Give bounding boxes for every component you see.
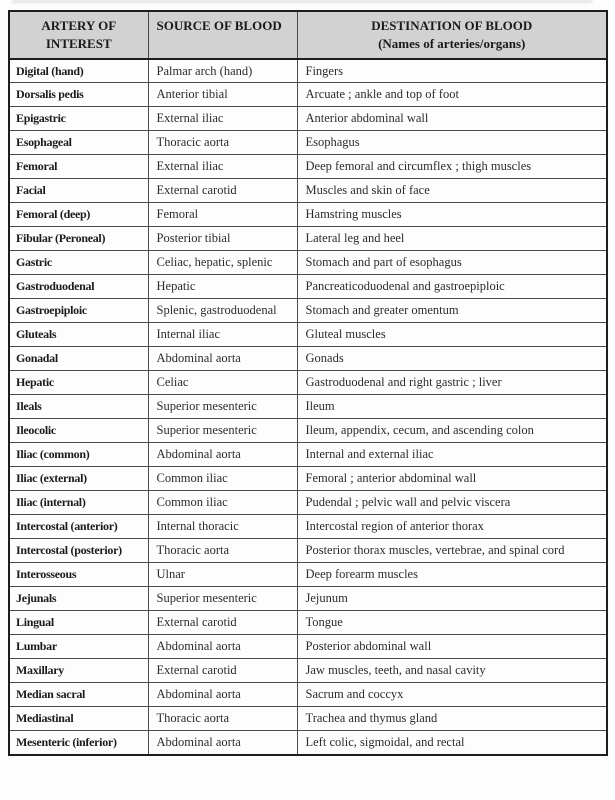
artery-cell: Fibular (Peroneal) [9, 227, 148, 251]
header-artery-of-interest [9, 11, 148, 59]
source-cell: Superior mesenteric [148, 419, 297, 443]
source-cell: Superior mesenteric [148, 395, 297, 419]
source-cell: Common iliac [148, 491, 297, 515]
table-body [9, 59, 607, 755]
artery-cell: Gluteals [9, 323, 148, 347]
table-row [9, 347, 607, 371]
artery-cell: Mesenteric (inferior) [9, 731, 148, 755]
table-row [9, 227, 607, 251]
table-row [9, 131, 607, 155]
header-row [9, 11, 607, 59]
source-cell: External carotid [148, 179, 297, 203]
artery-cell: Maxillary [9, 659, 148, 683]
table-row [9, 587, 607, 611]
destination-cell: Anterior abdominal wall [297, 107, 607, 131]
artery-cell: Iliac (internal) [9, 491, 148, 515]
arteries-table [8, 10, 608, 756]
destination-cell: Fingers [297, 59, 607, 83]
destination-cell: Deep forearm muscles [297, 563, 607, 587]
header-source-of-blood [148, 11, 297, 59]
destination-cell: Ileum, appendix, cecum, and ascending colon [297, 419, 607, 443]
destination-cell: Sacrum and coccyx [297, 683, 607, 707]
artery-cell: Gastroduodenal [9, 275, 148, 299]
source-cell: Abdominal aorta [148, 443, 297, 467]
destination-cell: Esophagus [297, 131, 607, 155]
table-row [9, 395, 607, 419]
table-row [9, 371, 607, 395]
destination-cell: Deep femoral and circumflex ; thigh muscles [297, 155, 607, 179]
artery-cell: Digital (hand) [9, 59, 148, 83]
destination-cell: Posterior abdominal wall [297, 635, 607, 659]
source-cell: Abdominal aorta [148, 635, 297, 659]
artery-cell: Epigastric [9, 107, 148, 131]
destination-cell: Gonads [297, 347, 607, 371]
source-cell: Abdominal aorta [148, 683, 297, 707]
artery-cell: Iliac (external) [9, 467, 148, 491]
table-row [9, 275, 607, 299]
source-cell: External carotid [148, 659, 297, 683]
destination-cell: Femoral ; anterior abdominal wall [297, 467, 607, 491]
artery-cell: Intercostal (posterior) [9, 539, 148, 563]
table-row [9, 563, 607, 587]
artery-cell: Lumbar [9, 635, 148, 659]
destination-cell: Jejunum [297, 587, 607, 611]
artery-cell: Iliac (common) [9, 443, 148, 467]
source-cell: Internal thoracic [148, 515, 297, 539]
source-cell: Thoracic aorta [148, 131, 297, 155]
destination-cell: Posterior thorax muscles, vertebrae, and spinal cord [297, 539, 607, 563]
source-cell: Anterior tibial [148, 83, 297, 107]
source-cell: Celiac, hepatic, splenic [148, 251, 297, 275]
source-cell: Internal iliac [148, 323, 297, 347]
artery-cell: Mediastinal [9, 707, 148, 731]
table-row [9, 491, 607, 515]
source-cell: Splenic, gastroduodenal [148, 299, 297, 323]
header-line: (Names of arteries/organs) [378, 36, 526, 52]
destination-cell: Stomach and part of esophagus [297, 251, 607, 275]
table-header [9, 11, 607, 59]
source-cell: Femoral [148, 203, 297, 227]
artery-cell: Gastroepiploic [9, 299, 148, 323]
table-row [9, 659, 607, 683]
table-row [9, 203, 607, 227]
source-cell: Posterior tibial [148, 227, 297, 251]
source-cell: External iliac [148, 155, 297, 179]
artery-cell: Intercostal (anterior) [9, 515, 148, 539]
scan-artifact [12, 0, 592, 3]
table-row [9, 635, 607, 659]
artery-cell: Jejunals [9, 587, 148, 611]
destination-cell: Jaw muscles, teeth, and nasal cavity [297, 659, 607, 683]
destination-cell: Tongue [297, 611, 607, 635]
header-line: INTEREST [45, 36, 112, 52]
table-row [9, 59, 607, 83]
source-cell: Abdominal aorta [148, 347, 297, 371]
source-cell: Ulnar [148, 563, 297, 587]
source-cell: Celiac [148, 371, 297, 395]
destination-cell: Muscles and skin of face [297, 179, 607, 203]
artery-cell: Ileocolic [9, 419, 148, 443]
source-cell: Superior mesenteric [148, 587, 297, 611]
destination-cell: Left colic, sigmoidal, and rectal [297, 731, 607, 755]
table-row [9, 179, 607, 203]
source-cell: Abdominal aorta [148, 731, 297, 755]
source-cell: External iliac [148, 107, 297, 131]
table-row [9, 107, 607, 131]
table-row [9, 155, 607, 179]
artery-cell: Dorsalis pedis [9, 83, 148, 107]
destination-cell: Gluteal muscles [297, 323, 607, 347]
artery-cell: Median sacral [9, 683, 148, 707]
destination-cell: Pudendal ; pelvic wall and pelvic viscera [297, 491, 607, 515]
table-row [9, 683, 607, 707]
table-row [9, 251, 607, 275]
artery-cell: Gonadal [9, 347, 148, 371]
header-line: DESTINATION OF BLOOD [371, 18, 533, 33]
artery-cell: Gastric [9, 251, 148, 275]
source-cell: Thoracic aorta [148, 539, 297, 563]
destination-cell: Gastroduodenal and right gastric ; liver [297, 371, 607, 395]
table-row [9, 323, 607, 347]
artery-cell: Interosseous [9, 563, 148, 587]
destination-cell: Trachea and thymus gland [297, 707, 607, 731]
artery-cell: Facial [9, 179, 148, 203]
artery-cell: Femoral (deep) [9, 203, 148, 227]
header-line: ARTERY OF [41, 18, 117, 33]
table-row [9, 515, 607, 539]
header-destination-of-blood [297, 11, 607, 59]
destination-cell: Pancreaticoduodenal and gastroepiploic [297, 275, 607, 299]
source-cell: Palmar arch (hand) [148, 59, 297, 83]
table-row [9, 443, 607, 467]
destination-cell: Arcuate ; ankle and top of foot [297, 83, 607, 107]
source-cell: External carotid [148, 611, 297, 635]
source-cell: Hepatic [148, 275, 297, 299]
table-row [9, 611, 607, 635]
table-row [9, 83, 607, 107]
source-cell: Common iliac [148, 467, 297, 491]
destination-cell: Lateral leg and heel [297, 227, 607, 251]
artery-cell: Lingual [9, 611, 148, 635]
header-line: SOURCE OF BLOOD [156, 18, 282, 33]
destination-cell: Hamstring muscles [297, 203, 607, 227]
table-row [9, 299, 607, 323]
table-row [9, 467, 607, 491]
artery-cell: Femoral [9, 155, 148, 179]
table-row [9, 731, 607, 755]
artery-cell: Ileals [9, 395, 148, 419]
table-row [9, 539, 607, 563]
table-row [9, 707, 607, 731]
destination-cell: Intercostal region of anterior thorax [297, 515, 607, 539]
artery-cell: Esophageal [9, 131, 148, 155]
destination-cell: Internal and external iliac [297, 443, 607, 467]
destination-cell: Stomach and greater omentum [297, 299, 607, 323]
artery-cell: Hepatic [9, 371, 148, 395]
source-cell: Thoracic aorta [148, 707, 297, 731]
destination-cell: Ileum [297, 395, 607, 419]
table-row [9, 419, 607, 443]
